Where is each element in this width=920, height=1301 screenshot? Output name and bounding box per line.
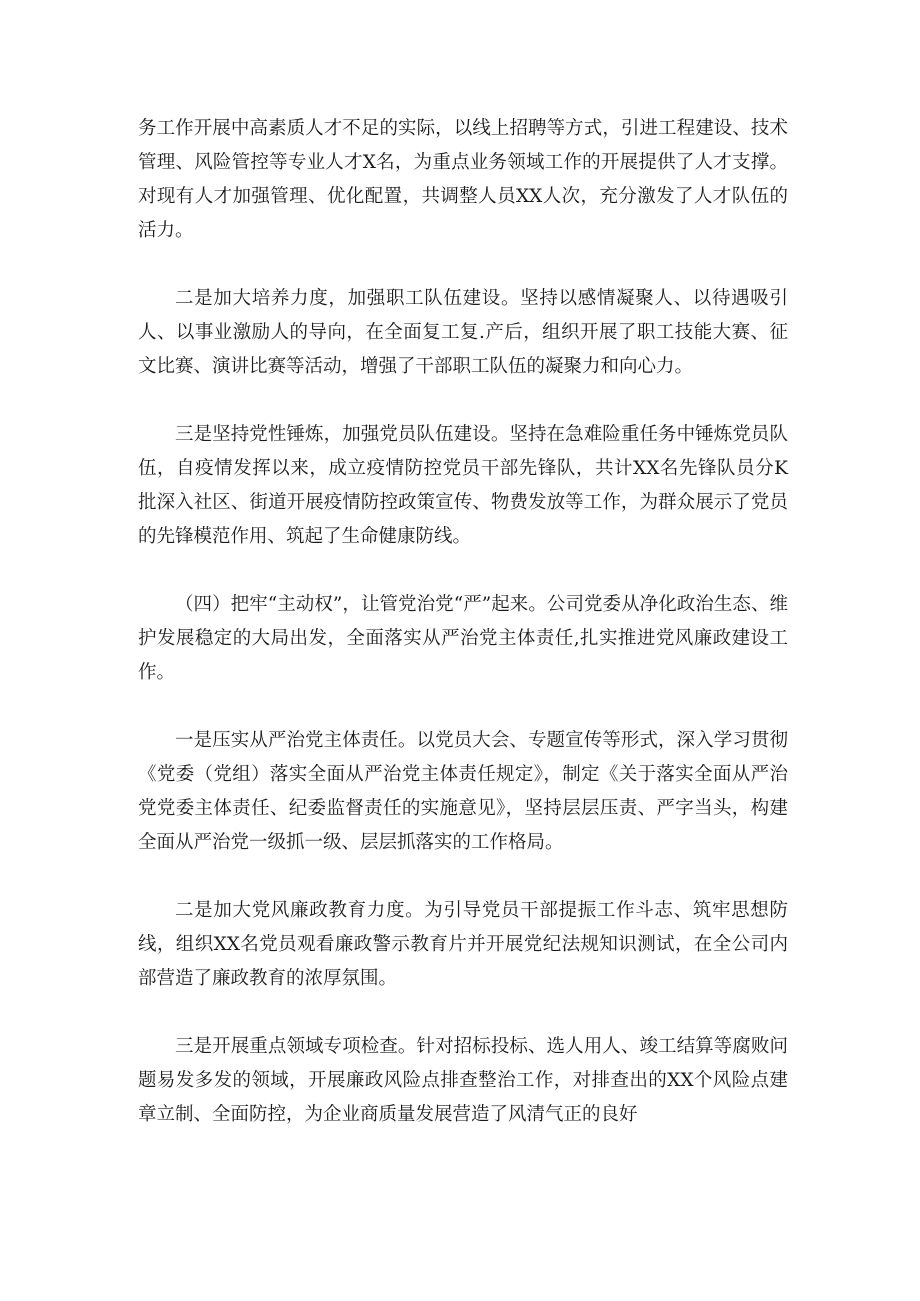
paragraph-gap <box>138 860 788 894</box>
document-body <box>138 112 788 1132</box>
paragraph-section-four: （四）把牢“主动权”，让管党治党“严”起来。公司党委从净化政治生态、维护发展稳定的大局出发，全面落实从严治党主体责任,扎实推进党风廉政建设工作。 <box>138 594 788 683</box>
paragraph-gap <box>138 996 788 1030</box>
paragraph-staff-training: 二是加大培养力度，加强职工队伍建设。坚持以感情凝聚人、以待遇吸引人、以事业激励人的导向，在全面复工复.产后，组织开展了职工技能大赛、征文比赛、演讲比赛等活动，增强了干部职工队伍的凝聚力和向心力。 <box>138 288 788 377</box>
paragraph-integrity-education: 二是加大党风廉政教育力度。为引导党员干部提振工作斗志、筑牢思想防线，组织XX名党员观看廉政警示教育片并开展党纪法规知识测试，在全公司内部营造了廉政教育的浓厚氛围。 <box>138 900 788 989</box>
paragraph-responsibility: 一是压实从严治党主体责任。以党员大会、专题宣传等形式，深入学习贯彻《党委（党组）落实全面从严治党主体责任规定》，制定《关于落实全面从严治党党委主体责任、纪委监督责任的实施意见》，坚持层层压责、严字当头，构建全面从严治党一级抓一级、层层抓落实的工作格局。 <box>138 730 788 853</box>
paragraph-gap <box>138 384 788 418</box>
paragraph-gap <box>138 248 788 282</box>
paragraph-gap <box>138 690 788 724</box>
paragraph-talent-intro: 务工作开展中高素质人才不足的实际，以线上招聘等方式，引进工程建设、技术管理、风险管控等专业人才X名，为重点业务领域工作的开展提供了人才支撑。对现有人才加强管理、优化配置，共调整人员XX人次，充分激发了人才队伍的活力。 <box>138 118 788 241</box>
paragraph-party-members: 三是坚持党性锤炼，加强党员队伍建设。坚持在急难险重任务中锤炼党员队伍，自疫情发挥以来，成立疫情防控党员干部先锋队，共计XX名先锋队员分K批深入社区、街道开展疫情防控政策宣传、物费发放等工作，为群众展示了党员的先锋模范作用、筑起了生命健康防线。 <box>138 424 788 547</box>
paragraph-gap <box>138 554 788 588</box>
paragraph-special-inspection: 三是开展重点领域专项检查。针对招标投标、选人用人、竣工结算等腐败问题易发多发的领域，开展廉政风险点排查整治工作，对排查出的XX个风险点建章立制、全面防控，为企业商质量发展营造了风清气正的良好 <box>138 1036 788 1125</box>
